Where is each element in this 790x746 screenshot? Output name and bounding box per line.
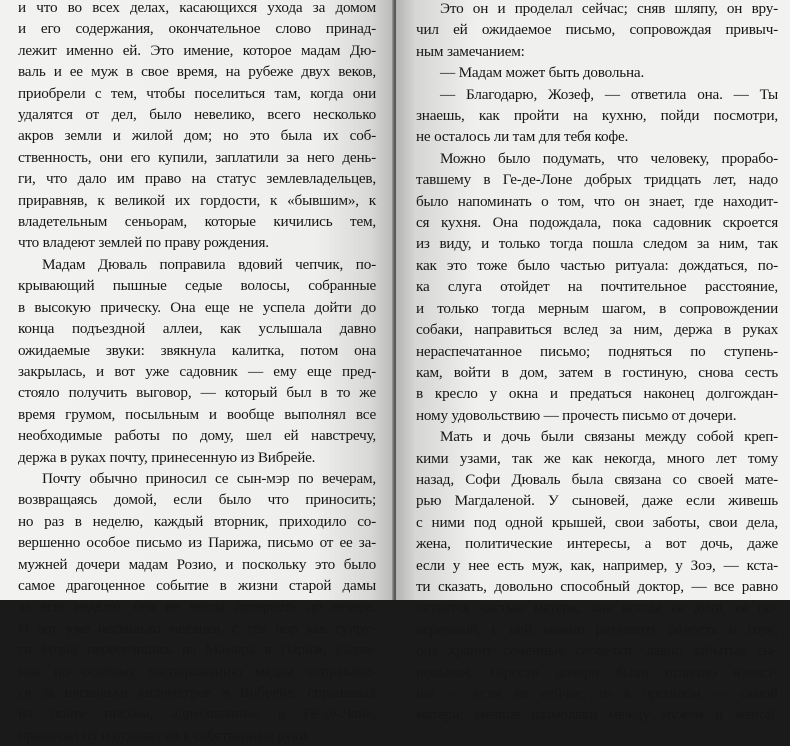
text-line: веренный, с ней можно разделить радость и горе, — [416, 620, 778, 638]
text-line: необходимые работы по дому, шел ей навстречу, — [18, 427, 376, 445]
text-line: ги Розио переселились из Мамера в Париж, садов- — [18, 641, 376, 659]
text-line: конца подъездной аллеи, как услышала давно — [18, 320, 376, 338]
text-line: И вот уже несколько месяцев, с тех пор как супру- — [18, 619, 376, 637]
text-line: в высокую прическу. Она еще не успела дойти до — [18, 298, 376, 316]
text-line: ги, что дало им право на статус землевладельцев, — [18, 170, 376, 188]
text-line: из виду, и только тогда пошла следом за ним, так — [416, 235, 778, 253]
text-line: ка слуга отойдет на почтительное расстояние, — [416, 278, 778, 296]
text-line: время грумом, посыльным и вообще выполнял все — [18, 405, 376, 423]
text-line: валь и ее муж в свое время, на рубеже двух веков, — [18, 63, 376, 81]
text-line: что владеют землей по праву рождения. — [18, 234, 269, 252]
text-line: на почте письма, адресованные в Ге-де-Лоне, — [18, 705, 376, 723]
text-line: Мать и дочь были связаны между собой креп- — [440, 428, 778, 446]
text-line: ник по особому распоряжению мадам отправлял- — [18, 662, 376, 680]
text-line: Это он и проделал сейчас; сняв шляпу, он вру- — [440, 0, 778, 17]
text-line: акров земли и жилой дом; но это была их соб- — [18, 127, 376, 145]
text-line: и только тогда мерным шагом, в сопровождении — [416, 299, 778, 317]
text-line: остается частью матери, она всегда ее дитя, ее по- — [416, 599, 778, 617]
text-line: приобрели с тем, чтобы поселиться там, когда они — [18, 84, 376, 102]
text-line: ственность, они его купили, заплатили за него день- — [18, 148, 376, 166]
text-line: матери: мелкие размолвки между мужем и женой, — [416, 706, 778, 724]
text-line: Можно было подумать, что человеку, прорабо- — [440, 149, 778, 167]
text-line: но раз в неделю, каждый вторник, приходило со- — [18, 512, 376, 530]
text-line: ным замечанием: — [416, 42, 525, 60]
right-page — [396, 0, 790, 724]
text-line: с ними под одной крышей, свои заботы, свои дела, — [416, 513, 778, 531]
text-line: ному удовольствию — прочесть письмо от дочери. — [416, 406, 737, 424]
text-line: новьями. Горести дочери были отлично извест- — [416, 663, 778, 681]
text-line: было напоминать о том, что он знает, где находит- — [416, 192, 778, 210]
text-line: собаки, направиться вслед за ним, держа в руках — [416, 321, 778, 339]
text-line: — Мадам может быть довольна. — [440, 64, 645, 82]
text-line: как это тоже было частью ритуала: дождаться, по- — [416, 256, 778, 274]
text-line: тавшему в Ге-де-Лоне добрых тридцать лет, надо — [416, 171, 778, 189]
text-line: в кресло у окна и предаться наконец долгождан- — [416, 385, 778, 403]
text-line: кими узами, так же как некогда, много лет тому — [416, 449, 778, 467]
left-page-text — [18, 0, 376, 746]
text-line: ся за несколько километров в Вибрейе, спрашивал — [18, 684, 376, 701]
text-line: лежит именно ей. Это имение, которое мадам Дю- — [18, 41, 376, 59]
text-line: если у нее есть муж, как, например, у Зоэ, — кста- — [416, 556, 778, 574]
text-line: не осталось ли там для тебя кофе. — [416, 128, 629, 146]
text-line: нераспечатанное письмо; подняться по ступень- — [416, 342, 778, 360]
text-line: назад, Софи Дюваль была связана со своей мате- — [416, 470, 778, 488]
text-line: ти сказать, довольно способный доктор, — все равно — [416, 577, 778, 595]
left-page — [0, 0, 394, 744]
text-line: Почту обычно приносил се сын-мэр по вечерам, — [42, 469, 376, 487]
text-line: держа в руках почту, принесенную из Вибрейе. — [18, 448, 316, 466]
text-line: кам, войти в дом, затем в гостиную, снова сесть — [416, 363, 778, 381]
right-page-text — [416, 0, 778, 726]
text-line: и его содержания, окончательное слово принад- — [18, 20, 376, 38]
text-line: возвращаясь домой, если было что приносить; — [18, 491, 376, 509]
text-line: крывающий пышные седые волосы, собранные — [18, 277, 376, 295]
text-line: ся кухня. Она подождала, пока садовник скроется — [416, 214, 778, 232]
text-line: приравняв, к великой их гордости, к «бывшим», к — [18, 191, 376, 209]
text-line: вершенно особое письмо из Парижа, письмо от ее за- — [18, 534, 376, 552]
text-line: приносил их и отдавал ей в собственные руки. — [18, 726, 311, 744]
text-line: стояло получить выговор, — который был в то же — [18, 384, 376, 402]
text-line: чил ей ожидаемое письмо, сопровождая привыч- — [416, 21, 778, 39]
text-line: ожидаемые звуки: звякнула калитка, потом она — [18, 341, 376, 359]
text-line: удалятся от дел, было невелико, всего несколько — [18, 106, 376, 124]
text-line: ны — если не сейчас, то в прошлом — самой — [416, 685, 778, 702]
text-line: она хранит семейные словечки, давно забытые сы- — [416, 642, 778, 660]
text-line: и что во всех делах, касающихся ухода за домом — [18, 0, 376, 16]
text-line: знаешь, как пройти на кухню, пойди посмотри, — [416, 107, 778, 125]
text-line: жена, политические интересы, а вот дочь, даже — [416, 535, 778, 553]
text-line: — Благодарю, Жозеф, — ответила она. — Ты — [440, 85, 778, 103]
text-line: за всю неделю, она не могла дотерпеть до вечера. — [18, 598, 376, 616]
text-line: самое драгоценное событие в жизни старой дамы — [18, 576, 376, 594]
text-line: рью Магдаленой. У сыновей, даже если живешь — [416, 492, 778, 510]
text-line: закрылась, и вот уже садовник — ему еще пред- — [18, 362, 376, 380]
text-line: Мадам Дюваль поправила вдовий чепчик, по- — [42, 255, 376, 273]
text-line: мужней дочери мадам Розио, и поскольку это было — [18, 555, 376, 573]
text-line: владетельным сеньорам, которые кичились тем, — [18, 213, 376, 231]
